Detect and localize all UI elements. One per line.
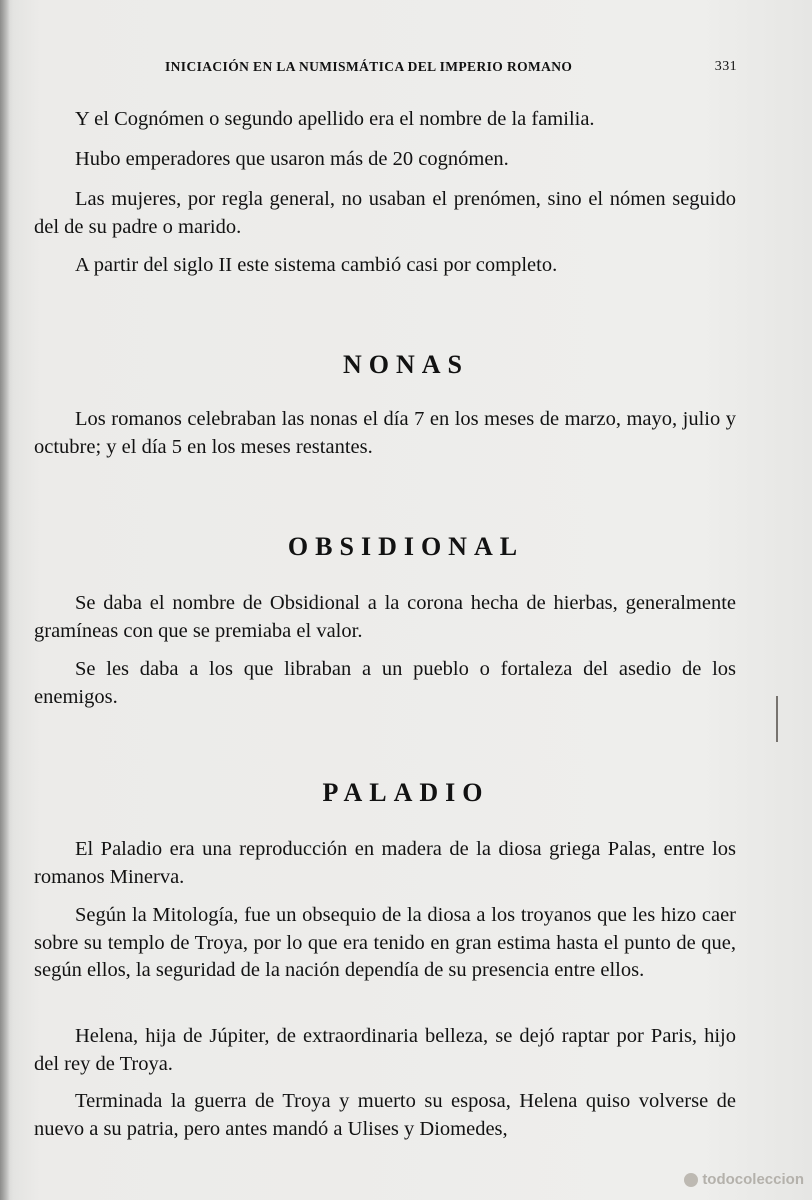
paladio-paragraph-3: Helena, hija de Júpiter, de extraordinaria belleza, se dejó raptar por Paris, hijo del rey de Troya. [34, 1025, 736, 1075]
page-number: 331 [714, 59, 737, 74]
paladio-paragraph-1: El Paladio era una reproducción en madera de la diosa griega Palas, entre los romanos Minerva. [34, 838, 736, 888]
paladio-paragraph-4: Terminada la guerra de Troya y muerto su esposa, Helena quiso volverse de nuevo a su patria, pero antes mandó a Ulises y Diomedes, [34, 1090, 736, 1140]
intro-paragraph-3: Las mujeres, por regla general, no usaban el prenómen, sino el nómen seguido del de su padre o marido. [34, 188, 736, 238]
paladio-paragraph-2: Según la Mitología, fue un obsequio de la diosa a los troyanos que les hizo caer sobre su templo de Troya, por lo que era tenido en gran estima hasta el punto de que, según ellos, la seguridad de la nación dependía de su presencia entre ellos. [34, 904, 736, 981]
watermark-logo-icon [684, 1173, 698, 1187]
running-header [165, 59, 737, 79]
section-heading-obsidional: OBSIDIONAL [287, 532, 525, 561]
obsidional-paragraph-1: Se daba el nombre de Obsidional a la corona hecha de hierbas, generalmente gramíneas con que se premiaba el valor. [34, 592, 736, 642]
page-edge-mark [776, 696, 778, 742]
intro-paragraph-2: Hubo emperadores que usaron más de 20 cognómen. [75, 148, 509, 170]
obsidional-paragraph-2: Se les daba a los que libraban a un pueblo o fortaleza del asedio de los enemigos. [34, 658, 736, 708]
section-heading-paladio: PALADIO [322, 778, 490, 807]
watermark-text: todocoleccion [702, 1171, 804, 1188]
running-head-title: INICIACIÓN EN LA NUMISMÁTICA DEL IMPERIO ROMANO [165, 59, 573, 74]
intro-paragraph-4: A partir del siglo II este sistema cambió casi por completo. [75, 254, 558, 276]
section-heading-nonas: NONAS [342, 350, 469, 379]
intro-paragraph-1: Y el Cognómen o segundo apellido era el nombre de la familia. [75, 108, 595, 130]
site-watermark [684, 1171, 804, 1188]
spine-shadow [0, 0, 10, 1200]
nonas-paragraph-1: Los romanos celebraban las nonas el día 7 en los meses de marzo, mayo, julio y octubre; y el día 5 en los meses restantes. [34, 408, 736, 458]
